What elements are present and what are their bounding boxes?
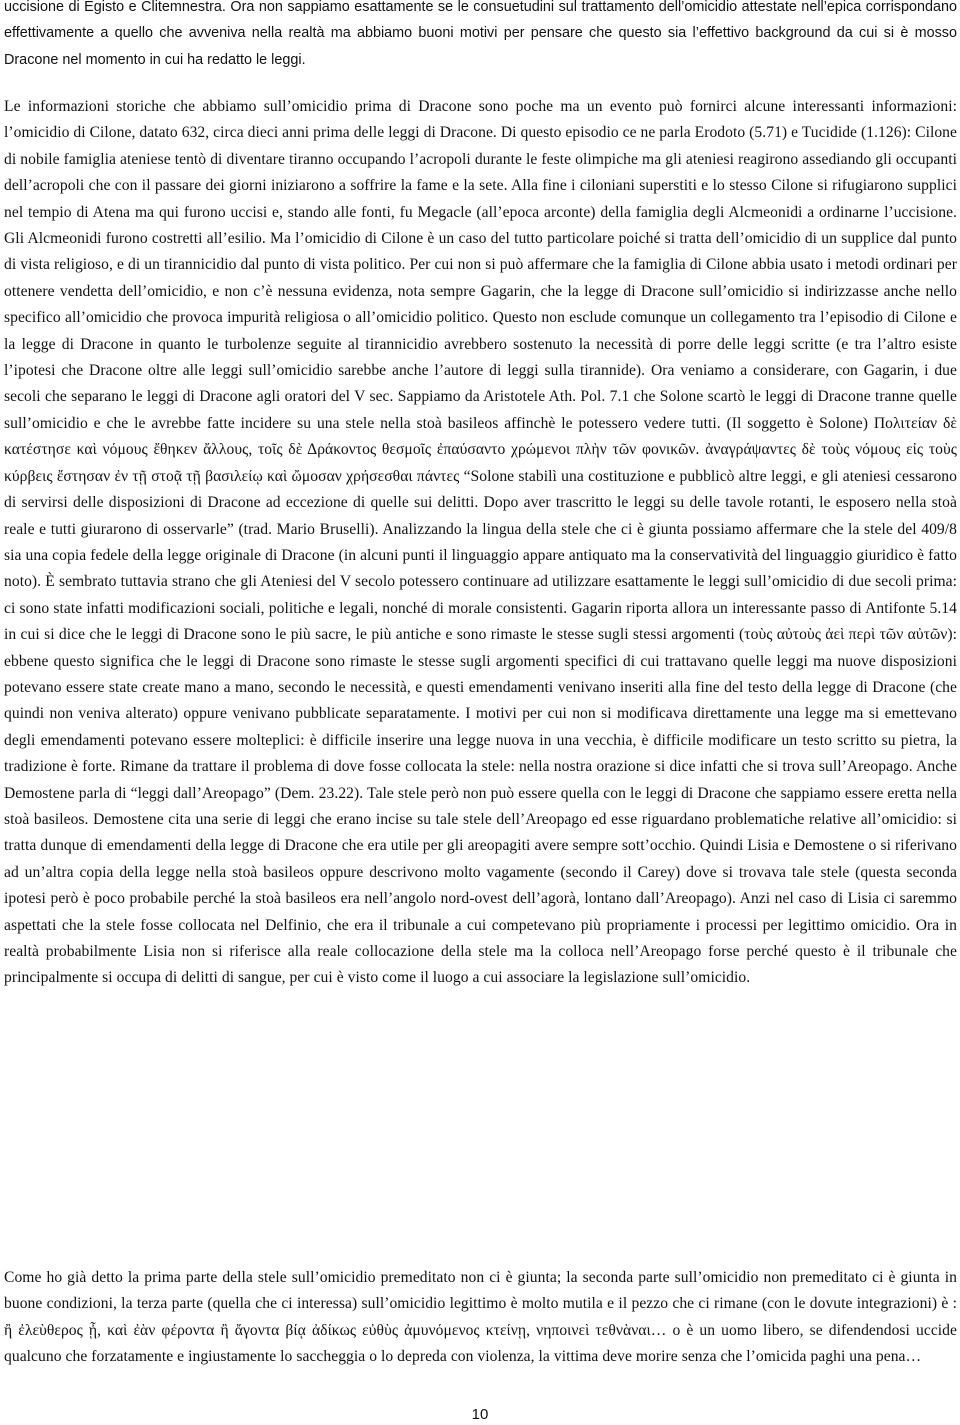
paragraph-main: Le informazioni storiche che abbiamo sull’omicidio prima di Dracone sono poche ma un evento può fornirci alcune interessanti informazioni: l’omicidio di Cilone, datato 632, circa dieci anni prima delle leggi di Dracone. Di questo episodio ce ne parla Erodoto (5.71) e Tucidide (1.126): Cilone di nobile famiglia ateniese tentò di diventare tiranno occupando l’acropoli durante le feste olimpiche ma gli ateniesi reagirono assediando gli occupanti dell’acropoli che con il passare dei giorni iniziarono a soffrire la fame e la sete. Alla fine i ciloniani superstiti e lo stesso Cilone si rifugiarono supplici nel tempio di Atena ma qui furono uccisi e, stando alle fonti, fu Megacle (all’epoca arconte) della famiglia degli Alcmeonidi a ordinarne l’uccisione. Gli Alcmeonidi furono costretti all’esilio. Ma l’omicidio di Cilone è un caso del tutto particolare poiché si tratta dell’omicidio di un supplice dal punto di vista religioso, e di un tirannicidio dal punto di vista politico. Per cui non si può affermare che la famiglia di Cilone abbia usato i metodi ordinari per ottenere vendetta dell’omicidio, e non c’è nessuna evidenza, nota sempre Gagarin, che la legge di Dracone sull’omicidio si indirizzasse anche nello specifico all’omicidio che provoca impurità religiosa o all’omicidio politico. Questo non esclude comunque un collegamento tra l’episodio di Cilone e la legge di Dracone in quanto le turbolenze seguite al tirannicidio avrebbero sostenuto la necessità di porre delle leggi scritte (e tra l’altro esiste l’ipotesi che Dracone oltre alle leggi sull’omicidio sarebbe anche l’autore di leggi sulla tirannide). Ora veniamo a considerare, con Gagarin, i due secoli che separano le leggi di Dracone agli oratori del V sec. Sappiamo da Aristotele Ath. Pol. 7.1 che Solone scartò le leggi di Dracone tranne quelle sull’omicidio e che le avrebbe fatte incidere su una stele nella stoà basileos affinchè le potessero vedere tutti. (Il soggetto è Solone) Πολιτείαν δὲ κατέστησε καὶ νόμους ἔθηκεν ἄλλους, τοῖς δὲ Δράκοντος θεσμοῖς ἐπαύσαντο χρώμενοι πλὴν τῶν φονικῶν. ἀναγράψαντες δὲ τοὺς νόμους εἰς τοὺς κύρβεις ἔστησαν ἐν τῇ στοᾷ τῇ βασιλείῳ καὶ ὤμοσαν χρήσεσθαι πάντες “Solone stabilì una costituzione e pubblicò altre leggi, e gli ateniesi cessarono di servirsi delle disposizioni di Dracone ad eccezione di quelle sui delitti. Dopo aver trascritto le leggi su delle tavole rotanti, le esposero nella stoà reale e tutti giurarono di osservarle” (trad. Mario Bruselli). Analizzando la lingua della stele che ci è giunta possiamo affermare che la stele del 409/8 sia una copia fedele della legge originale di Dracone (in alcuni punti il linguaggio appare antiquato ma la conservatività del linguaggio giuridico è fatto noto). È sembrato tuttavia strano che gli Ateniesi del V secolo potessero continuare ad utilizzare esattamente le leggi sull’omicidio di due secoli prima: ci sono state infatti modificazioni sociali, politiche e legali, nonché di morale consistenti. Gagarin riporta allora un interessante passo di Antifonte 5.14 in cui si dice che le leggi di Dracone sono le più sacre, le più antiche e sono rimaste le stesse sugli stessi argomenti (τοὺς αὐτοὺς ἀεὶ περὶ τῶν αὐτῶν): ebbene questo significa che le leggi di Dracone sono rimaste le stesse sugli argomenti specifici di cui trattavano quelle leggi ma nuove disposizioni potevano essere state create mano a mano, secondo le necessità, e questi emendamenti venivano inseriti alla fine del testo della legge di Dracone (che quindi non veniva alterato) oppure venivano pubblicate separatamente. I motivi per cui non si modificava direttamente una legge ma si emettevano degli emendamenti potevano essere molteplici: è difficile inserire una legge nuova in una vecchia, è difficile modificare un testo scritto su pietra, la tradizione è forte. Rimane da trattare il problema di dove fosse collocata la stele: nella nostra orazione si dice infatti che si trova sull’Areopago. Anche Demostene parla di “leggi dall’Areopago” (Dem. 23.22). Tale stele però non può essere quella con le leggi di Dracone che sappiamo essere eretta nella stoà basileos. Demostene cita una serie di leggi che erano incise su tale stele dell’Areopago ed esse riguardano problematiche relative all’omicidio: si tratta dunque di emendamenti della legge di Dracone che era utile per gli areopagiti avere sempre sott’occhio. Quindi Lisia e Demostene o si riferivano ad un’altra copia della legge nella stoà basileos oppure descrivono molto vagamente (secondo il Carey) dove si trovava tale stele (questa seconda ipotesi però è poco probabile perché la stoà basileos era nell’angolo nord-ovest dell’agorà, lontano dall’Areopago). Anzi nel caso di Lisia ci saremmo aspettati che la stele fosse collocata nel Delfinio, che era il tribunale a cui competevano più propriamente i processi per legittimo omicidio. Ora in realtà probabilmente Lisia non si riferisce alla reale collocazione della stele ma la colloca nell’Areopago forse perché questo è il tribunale che principalmente si occupa di delitti di sangue, per cui è visto come il luogo a cui associare la legislazione sull’omicidio. (4, 98, 957, 987)
page-number: 10 (471, 1406, 489, 1423)
paragraph-closing: Come ho già detto la prima parte della stele sull’omicidio premeditato non ci è giunta; la seconda parte sull’omicidio non premeditato ci è giunta in buone condizioni, la terza parte (quella che ci interessa) sull’omicidio legittimo è molto mutila e il pezzo che ci rimane (con le dovute integrazioni) è : ἢ ἐλεὺθερος ᾖ, καὶ ἐὰν φέροντα ἢ ἄγοντα βίᾳ ἀδίκως εὐθὺς ἀμυνόμενος κτείνῃ, νηποινεὶ τεθνὰναι… o è un uomo libero, se difendendosi uccide qualcuno che forzatamente e ingiustamente lo saccheggia o lo depreda con violenza, la vittima deve morire senza che l’omicida paghi una pena… (4, 1269, 957, 1366)
paragraph-intro: uccisione di Egisto e Clitemnestra. Ora non sappiamo esattamente se le consuetudini sul trattamento dell’omicidio attestate nell’epica corrispondano effettivamente a quello che avveniva nella realtà ma abbiamo buoni motivi per pensare che questo sia l’effettivo background da cui si è mosso Dracone nel momento in cui ha redatto le leggi. (4, 0, 957, 68)
